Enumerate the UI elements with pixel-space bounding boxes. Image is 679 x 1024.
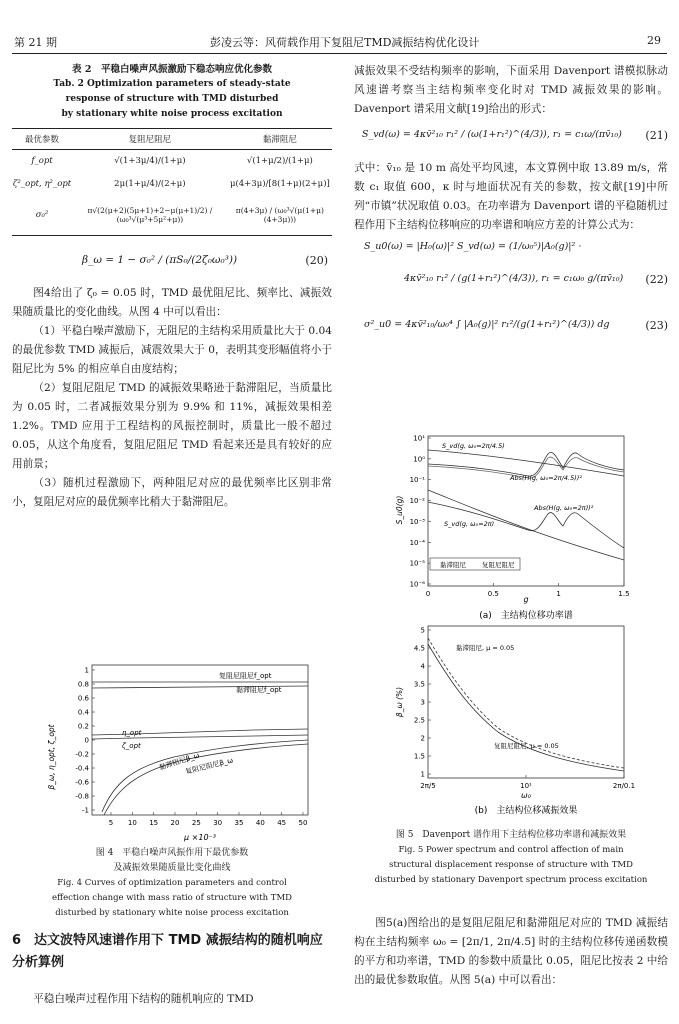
fig4-curve-complex-beta	[104, 744, 308, 815]
fig4-caption-en: effection change with mass ratio of structure with TMD	[52, 893, 292, 903]
fig5-caption-en: structural displacement response of structure with TMD	[389, 860, 633, 870]
y-tick-label: 10⁻⁴	[409, 538, 425, 547]
fig5a-curve-abs-h-45	[428, 452, 624, 476]
x-tick-label: 50	[298, 819, 308, 827]
y-tick-label: 0.4	[77, 708, 89, 717]
x-tick-label: 25	[191, 819, 201, 827]
equation-20	[12, 244, 332, 284]
y-tick-label: 10⁻¹	[409, 476, 425, 485]
y-tick-label: 10⁻²	[409, 497, 425, 506]
x-tick-label: 45	[277, 819, 287, 827]
equation-22-line2: 4κv̄²₁₀ r₁² / (g(1+r₁²)^(4/3)), r₁ = c₁ω₀ g/(πv̄₁₀)	[404, 273, 624, 284]
table-header: 黏滞阻尼	[262, 134, 297, 145]
y-tick-label: 1	[420, 770, 425, 779]
fig5a-x-axis-label: g	[523, 595, 529, 604]
fig5a-label: S_vd(g, ω₀=2π/4.5)	[442, 442, 505, 450]
equation-21-body: S_vd(ω) = 4κv̄²₁₀ r₁² / (ω(1+r₁²)^(4/3)), r₁ = c₁ω/(πv̄₁₀)	[362, 129, 622, 140]
equation-21	[354, 119, 668, 159]
y-tick-label: 3	[420, 698, 425, 707]
y-tick-label: 0.2	[77, 722, 89, 731]
fig5b-y-axis-label: β_ω (%)	[395, 686, 404, 718]
equation-22	[354, 235, 668, 311]
fig5b-caption: (b) 主结构位移减振效果	[474, 806, 578, 816]
table-cell: ζ²_opt, η²_opt	[12, 179, 72, 189]
x-tick-label: 35	[234, 819, 244, 827]
figure-4-chart	[14, 662, 334, 844]
y-tick-label: 10⁻⁵	[409, 559, 425, 568]
y-tick-label: 0.8	[77, 680, 89, 689]
header-rule	[12, 53, 667, 54]
table-header: 最优参数	[24, 134, 59, 145]
y-tick-label: 4.5	[413, 644, 425, 653]
issue-number: 第 21 期	[14, 36, 57, 49]
figure-5b-chart	[388, 622, 668, 816]
fig5b-curve-complex	[428, 644, 624, 771]
figure-5a-chart	[388, 430, 668, 622]
y-tick-label: 1.5	[413, 752, 425, 761]
paragraph: （2）复阻尼阻尼 TMD 的减振效果略逊于黏滞阻尼，当质量比为 0.05 时，二者减振效果分别为 9.9% 和 11%，减振效果相差 1.2%。TMD 应用于工程结构的风振控制时，质量比一般不超过 0.05，从这个角度看，复阻尼阻尼 TMD 看起来还是具有较好的应用前景；	[12, 382, 332, 470]
fig4-label: 复阻尼阻尼f_opt	[219, 672, 272, 680]
fig4-caption-en: disturbed by stationary white noise process excitation	[55, 908, 289, 918]
fig4-label: η_opt	[122, 729, 142, 737]
fig4-caption-cn: 图 4 平稳白噪声风振作用下最优参数	[95, 848, 249, 858]
y-tick-label: -0.4	[75, 764, 89, 773]
y-tick-label: 10⁻⁶	[409, 580, 425, 589]
fig5-caption-en: disturbed by stationary Davenport spectrum process excitation	[374, 875, 648, 885]
fig5a-legend-item: 复阻尼阻尼	[482, 561, 515, 569]
x-tick-label: 10¹	[520, 782, 532, 790]
equation-23-number: (23)	[645, 319, 668, 332]
x-tick-label: 0	[425, 590, 431, 598]
table-cell: π√(2(μ+2)(5μ+1)+2−μ(μ+1)/2) / (ω₀³√(μ³+5μ²+μ))	[87, 206, 213, 224]
paragraph: 减振效果不受结构频率的影响，下面采用 Davenport 谱模拟脉动风速谱考察当主结构频率变化时对 TMD 减振效果的影响。Davenport 谱采用文献[19]给出的形式：	[354, 65, 668, 115]
table-2	[12, 128, 332, 236]
fig5-caption-en: Fig. 5 Power spectrum and control affection of main	[398, 845, 624, 855]
table-cell: π(4+3μ) / (ω₀³√(μ(1+μ)(4+3μ)))	[235, 206, 324, 224]
fig5a-label: S_vd(g, ω₀=2π)	[444, 520, 495, 528]
fig4-caption-en: Fig. 4 Curves of optimization parameters and control	[57, 878, 287, 888]
y-tick-label: 0	[84, 736, 89, 745]
fig5a-label: Abs(H(g, ω₀=2π))²	[534, 504, 594, 512]
y-tick-label: 1	[84, 666, 89, 675]
y-tick-label: 0.6	[77, 694, 89, 703]
x-tick-label: 15	[149, 819, 159, 827]
right-column	[354, 62, 668, 351]
y-tick-label: 10⁰	[413, 455, 425, 464]
fig5a-legend-item: 黏滞阻尼	[440, 561, 466, 569]
table-cell: √(1+μ/2)/(1+μ)	[246, 156, 313, 167]
fig4-label: ζ_opt	[122, 742, 141, 750]
paragraph: 图4给出了 ζ₀ = 0.05 时，TMD 最优阻尼比、频率比、减振效果随质量比的变化曲线。从图 4 中可以看出：	[12, 287, 332, 318]
equation-20-body: β_ω = 1 − σ₀² / (πS₀/(2ζ₀ω₀³))	[82, 254, 238, 266]
table-header: 复阻尼阻尼	[128, 134, 172, 145]
x-tick-label: 30	[213, 819, 223, 827]
table-cell: σ₀²	[35, 210, 49, 220]
table-cell: 2μ(1+μ/4)/(2+μ)	[114, 179, 186, 189]
table-title-en-3: by stationary white noise process excitation	[61, 109, 283, 119]
paragraph: 式中：v̄₁₀ 是 10 m 高处平均风速，本文算例中取 13.89 m/s，常数 c₁ 取值 600，κ 时与地面状况有关的参数，按文献[19]中所列“市镇”状况取值 0.03。在功率谱为 Davenport 谱的平稳随机过程作用下主结构位移响应的功率谱和响应方差的计算公式为：	[354, 162, 668, 231]
fig5a-label: Abs(H(g, ω₀=2π/4.5))²	[510, 474, 582, 482]
equation-23	[354, 311, 668, 351]
fig4-y-axis-label: β_ω, η_opt, ζ_opt	[47, 724, 56, 790]
y-tick-label: 10¹	[413, 434, 425, 443]
table-cell: √(1+3μ/4)/(1+μ)	[114, 156, 186, 167]
x-tick-label: 5	[108, 819, 114, 827]
table-cell: μ(4+3μ)/[8(1+μ)(2+μ)]	[229, 179, 330, 189]
y-tick-label: 5	[420, 626, 425, 635]
y-tick-label: 4	[420, 662, 425, 671]
fig4-label: 复阻尼阻尼β_ω	[184, 756, 234, 776]
y-tick-label: -1	[82, 806, 89, 815]
figure-5-caption	[354, 828, 668, 888]
y-tick-label: -0.8	[75, 792, 89, 801]
equation-20-number: (20)	[305, 254, 328, 267]
x-tick-label: 2π/5	[420, 782, 436, 790]
x-tick-label: 1.5	[618, 590, 630, 598]
paragraph: （1）平稳白噪声激励下，无阻尼的主结构采用质量比大于 0.04 的最优参数 TMD 减振后，减震效果大于 0，表明其变形幅值将小于阻尼比为 5% 的相应单自由度结构；	[12, 325, 332, 375]
closing-paragraph: 图5(a)图给出的是复阻尼阻尼和黏滞阻尼对应的 TMD 减振结构在主结构频率 ω₀ = [2π/1, 2π/4.5] 时的主结构位移传递函数模的平方和功率谱，TMD 的参数中质量比 0.05，阻尼比按表 2 中给出的最优参数取值。从图 5(a) 中可以看出：	[354, 917, 668, 986]
fig5-caption-cn: 图 5 Davenport 谱作用下主结构位移功率谱和减振效果	[395, 830, 627, 840]
fig4-caption-cn: 及减振效果随质量比变化曲线	[113, 863, 231, 873]
x-tick-label: 20	[170, 819, 180, 827]
y-tick-label: 2	[420, 734, 425, 743]
left-column	[12, 62, 332, 512]
fig5b-x-axis-label: ω₀	[521, 791, 531, 800]
fig5b-label: 黏滞阻尼, μ = 0.05	[456, 644, 515, 652]
running-title: 彭凌云等：风荷载作用下复阻尼TMD减振结构优化设计	[210, 36, 480, 49]
fig5b-label: 复阻尼阻尼, μ = 0.05	[494, 742, 559, 750]
y-tick-label: 3.5	[413, 680, 425, 689]
table-cell: f_opt	[31, 156, 53, 167]
table-title-en-1: Tab. 2 Optimization parameters of steady-state	[53, 79, 291, 89]
fig4-curve-viscous-beta	[102, 740, 308, 812]
x-tick-label: 2π/0.1	[612, 782, 636, 790]
equation-23-body: σ²_u0 = 4κv̄²₁₀/ω₀⁴ ∫ |A₀(g)|² r₁²/(g(1+r₁²)^(4/3)) dg	[364, 319, 610, 330]
figure-4-caption	[12, 846, 332, 921]
x-tick-label: 0.5	[487, 590, 499, 598]
fig5a-y-axis-label: S_u0(g)	[395, 495, 404, 525]
equation-22-line1: S_u0(ω) = |H₀(ω)|² S_vd(ω) = (1/ω₀⁵)|A₀(g)|² ·	[364, 241, 582, 252]
y-tick-label: -0.2	[75, 750, 89, 759]
section-6-title: 6 达文波特风速谱作用下 TMD 减振结构的随机响应分析算例	[12, 933, 323, 970]
table-title-en-2: response of structure with TMD disturbed	[65, 94, 279, 104]
fig5a-caption: (a) 主结构位移功率谱	[479, 611, 573, 621]
y-tick-label: 2.5	[413, 716, 425, 725]
equation-21-number: (21)	[645, 129, 668, 142]
fig4-label: 黏滞阻尼β_ω	[158, 751, 201, 772]
y-tick-label: -0.6	[75, 778, 89, 787]
section-6-intro: 平稳白噪声过程作用下结构的随机响应的 TMD	[33, 993, 254, 1005]
page-number: 29	[647, 34, 661, 47]
fig4-x-axis-label: μ ×10⁻³	[184, 833, 216, 842]
table-title-cn: 表 2 平稳白噪声风振激励下稳态响应优化参数	[72, 64, 272, 75]
paragraph: （3）随机过程激励下，两种阻尼对应的最优频率比区别非常小，复阻尼对应的最优频率比稍大于黏滞阻尼。	[12, 477, 332, 508]
x-tick-label: 1	[556, 590, 561, 598]
fig4-label: 黏滞阻尼f_opt	[236, 686, 282, 694]
y-tick-label: 10⁻³	[409, 517, 425, 526]
x-tick-label: 10	[127, 819, 137, 827]
x-tick-label: 40	[255, 819, 265, 827]
equation-22-number: (22)	[645, 273, 668, 286]
